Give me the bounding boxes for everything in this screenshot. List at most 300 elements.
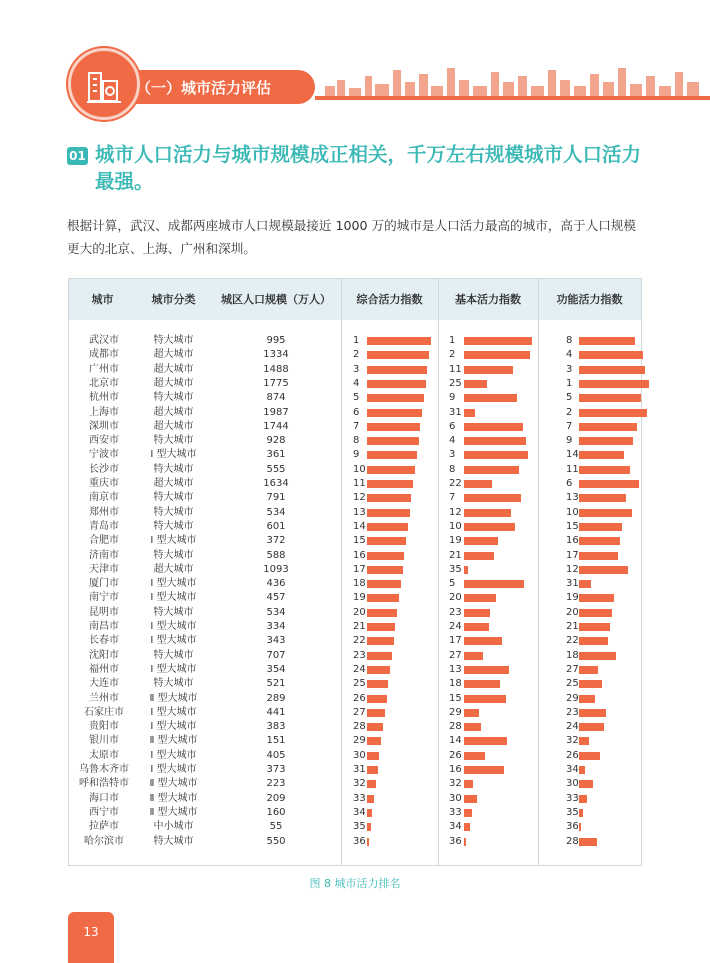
population-value: 436: [266, 578, 286, 590]
rank-bar: [579, 623, 610, 631]
rank-bar: [579, 695, 595, 703]
composite-rank: 13: [353, 506, 366, 518]
rank-bar: [579, 780, 593, 788]
rank-bar: [367, 809, 372, 817]
rank-bar: [464, 509, 511, 517]
rank-bar: [464, 466, 519, 474]
composite-rank: 18: [353, 578, 366, 590]
table-row: [69, 506, 641, 520]
city-name: 贵阳市: [89, 721, 119, 733]
city-name: 西安市: [89, 435, 119, 447]
composite-rank: 10: [353, 463, 366, 475]
rank-bar: [579, 838, 597, 846]
rank-bar: [579, 466, 630, 474]
city-class: 特大城市: [153, 649, 194, 661]
table-row: [69, 477, 641, 491]
rank-bar: [464, 494, 521, 502]
rank-bar: [464, 666, 509, 674]
population-value: 534: [266, 606, 286, 618]
city-class: Ⅰ 型大城市: [150, 764, 197, 775]
skyline-illustration: [315, 60, 710, 102]
rank-bar: [579, 737, 589, 745]
composite-rank: 4: [353, 377, 360, 389]
table-row: [69, 692, 641, 706]
rank-bar: [579, 537, 620, 545]
population-value: 55: [269, 821, 283, 833]
header-city: 城市: [91, 293, 114, 306]
function-rank: 20: [566, 606, 579, 618]
basic-rank: 20: [449, 592, 462, 604]
basic-rank: 21: [449, 549, 462, 561]
rank-bar: [367, 723, 383, 731]
table-row: [69, 620, 641, 634]
city-name: 呼和浩特市: [79, 778, 129, 790]
table-row: [69, 348, 641, 362]
city-name: 宁波市: [89, 449, 119, 461]
rank-bar: [367, 409, 422, 417]
population-value: 1093: [263, 563, 289, 575]
rank-bar: [367, 394, 424, 402]
composite-rank: 34: [353, 806, 366, 818]
composite-rank: 14: [353, 520, 366, 532]
rank-bar: [579, 566, 628, 574]
city-class: 特大城市: [153, 506, 194, 518]
rank-bar: [367, 494, 411, 502]
population-value: 995: [266, 335, 286, 346]
basic-rank: 34: [449, 821, 462, 833]
function-rank: 25: [566, 678, 579, 690]
city-name: 兰州市: [89, 692, 119, 704]
city-class: 特大城市: [153, 678, 194, 690]
city-name: 重庆市: [89, 478, 119, 489]
rank-bar: [464, 566, 468, 574]
rank-bar: [464, 580, 524, 588]
city-class: Ⅰ 型大城市: [150, 635, 197, 647]
basic-rank: 23: [449, 606, 462, 618]
rank-bar: [464, 637, 502, 645]
city-class: 特大城市: [153, 835, 194, 847]
rank-bar: [367, 609, 397, 617]
population-value: 383: [266, 721, 286, 733]
rank-bar: [367, 795, 374, 803]
city-class: 超大城市: [153, 349, 194, 361]
composite-rank: 12: [353, 492, 366, 504]
city-class: 超大城市: [153, 406, 194, 418]
population-value: 457: [266, 592, 286, 604]
figure-caption: 图 8 城市活力排名: [309, 877, 401, 890]
city-class: 特大城市: [153, 392, 194, 404]
function-rank: 28: [566, 835, 579, 847]
composite-rank: 11: [353, 478, 366, 489]
basic-rank: 32: [449, 778, 462, 790]
rank-bar: [579, 380, 649, 388]
rank-bar: [464, 480, 492, 488]
rank-bar: [464, 409, 475, 417]
city-class: 超大城市: [153, 478, 194, 489]
rank-bar: [464, 366, 513, 374]
population-value: 441: [266, 706, 286, 718]
rank-bar: [579, 523, 622, 531]
population-value: 1744: [263, 420, 289, 432]
rank-bar: [367, 423, 420, 431]
header-class: 城市分类: [151, 293, 196, 306]
population-value: 1634: [263, 478, 289, 489]
city-class: 特大城市: [153, 549, 194, 561]
basic-rank: 5: [449, 578, 456, 590]
rank-bar: [464, 623, 489, 631]
city-name: 哈尔滨市: [84, 835, 124, 847]
basic-rank: 2: [449, 349, 456, 361]
city-name: 南昌市: [89, 621, 119, 632]
table-row: [69, 820, 641, 834]
rank-bar: [579, 394, 641, 402]
basic-rank: 35: [449, 563, 462, 575]
city-name: 大连市: [89, 678, 119, 690]
city-name: 合肥市: [89, 535, 119, 547]
city-building-icon: [85, 63, 123, 105]
table-row: [69, 434, 641, 448]
section-title: （一）城市活力评估: [136, 79, 272, 97]
rank-bar: [464, 752, 485, 760]
function-rank: 23: [566, 706, 579, 718]
basic-rank: 7: [449, 492, 456, 504]
basic-rank: 8: [449, 463, 456, 475]
basic-rank: 29: [449, 706, 462, 718]
city-name: 南宁市: [89, 592, 119, 604]
city-class: 超大城市: [153, 377, 194, 389]
function-rank: 32: [566, 735, 579, 747]
rank-bar: [579, 437, 633, 445]
function-rank: 21: [566, 621, 579, 632]
table-row: [69, 663, 641, 677]
city-name: 昆明市: [89, 606, 119, 618]
composite-rank: 21: [353, 621, 366, 632]
page-number: 13: [68, 912, 114, 963]
population-value: 1334: [263, 349, 289, 361]
function-rank: 31: [566, 578, 579, 590]
composite-rank: 25: [353, 678, 366, 690]
function-rank: 12: [566, 563, 579, 575]
city-class: Ⅰ 型大城市: [150, 663, 197, 675]
basic-rank: 36: [449, 835, 462, 847]
rank-bar: [367, 637, 394, 645]
rank-bar: [579, 337, 635, 345]
city-vitality-table: [68, 278, 642, 866]
function-rank: 15: [566, 520, 579, 532]
composite-rank: 24: [353, 663, 366, 675]
city-class: Ⅰ 型大城市: [150, 721, 197, 733]
composite-rank: 8: [353, 435, 360, 447]
rank-bar: [579, 752, 600, 760]
rank-bar: [367, 623, 395, 631]
rank-bar: [367, 695, 387, 703]
function-rank: 8: [566, 335, 573, 346]
section-emblem: [68, 48, 140, 120]
city-name: 青岛市: [89, 520, 119, 532]
basic-rank: 6: [449, 420, 456, 432]
function-rank: 4: [566, 349, 573, 361]
table-row: [69, 549, 641, 563]
function-rank: 36: [566, 821, 579, 833]
city-class: 中小城市: [153, 821, 194, 833]
city-class: Ⅰ 型大城市: [150, 578, 197, 590]
table-row: [69, 806, 641, 820]
rank-bar: [464, 609, 490, 617]
population-value: 289: [266, 692, 286, 704]
basic-rank: 9: [449, 392, 456, 404]
rank-bar: [367, 337, 431, 345]
composite-rank: 30: [353, 749, 366, 761]
city-class: Ⅱ 型大城市: [149, 792, 198, 804]
function-rank: 22: [566, 635, 579, 647]
rank-bar: [367, 780, 376, 788]
table-row: [69, 334, 641, 348]
city-class: 超大城市: [153, 563, 194, 575]
header-function-index: 功能活力指数: [556, 293, 623, 306]
basic-rank: 13: [449, 663, 462, 675]
function-rank: 34: [566, 764, 579, 775]
population-value: 521: [266, 678, 286, 690]
basic-rank: 14: [449, 735, 462, 747]
city-class: Ⅰ 型大城市: [150, 535, 197, 547]
function-rank: 16: [566, 535, 579, 547]
city-name: 石家庄市: [84, 706, 124, 718]
city-name: 沈阳市: [89, 649, 119, 661]
composite-rank: 31: [353, 764, 366, 775]
rank-bar: [579, 809, 583, 817]
rank-bar: [367, 566, 403, 574]
function-rank: 5: [566, 392, 573, 404]
composite-rank: 32: [353, 778, 366, 790]
header-population: 城区人口规模（万人）: [221, 293, 331, 306]
city-class: 特大城市: [153, 492, 194, 504]
basic-rank: 25: [449, 377, 462, 389]
rank-bar: [464, 380, 487, 388]
composite-rank: 15: [353, 535, 366, 547]
function-rank: 1: [566, 377, 573, 389]
rank-bar: [464, 838, 466, 846]
composite-rank: 2: [353, 349, 360, 361]
function-rank: 13: [566, 492, 579, 504]
basic-rank: 17: [449, 635, 462, 647]
rank-bar: [579, 366, 645, 374]
rank-bar: [367, 552, 404, 560]
population-value: 151: [266, 735, 286, 747]
rank-bar: [367, 752, 379, 760]
city-name: 西宁市: [89, 806, 119, 818]
city-class: Ⅱ 型大城市: [149, 692, 198, 704]
function-rank: 17: [566, 549, 579, 561]
rank-bar: [367, 666, 390, 674]
rank-bar: [464, 523, 515, 531]
function-rank: 29: [566, 692, 579, 704]
population-value: 334: [266, 621, 286, 632]
table-row: [69, 534, 641, 548]
composite-rank: 35: [353, 821, 366, 833]
rank-bar: [367, 480, 413, 488]
population-value: 874: [266, 392, 286, 404]
composite-rank: 19: [353, 592, 366, 604]
rank-bar: [464, 594, 496, 602]
table-row: [69, 749, 641, 763]
rank-bar: [579, 680, 602, 688]
city-name: 郑州市: [89, 506, 119, 518]
basic-rank: 15: [449, 692, 462, 704]
composite-rank: 23: [353, 649, 366, 661]
rank-bar: [464, 709, 479, 717]
city-class: 特大城市: [153, 463, 194, 475]
function-rank: 26: [566, 749, 579, 761]
rank-bar: [579, 509, 632, 517]
table-row: [69, 649, 641, 663]
rank-bar: [464, 394, 517, 402]
basic-rank: 16: [449, 764, 462, 775]
city-name: 武汉市: [89, 335, 119, 346]
city-name: 福州市: [89, 663, 119, 675]
city-name: 长沙市: [89, 463, 119, 475]
basic-rank: 19: [449, 535, 462, 547]
basic-rank: 24: [449, 621, 462, 632]
rank-bar: [464, 737, 507, 745]
city-name: 厦门市: [89, 578, 119, 590]
table-header: [69, 279, 641, 320]
rank-bar: [367, 466, 415, 474]
population-value: 555: [266, 463, 286, 475]
rank-bar: [464, 451, 528, 459]
table-row: [69, 463, 641, 477]
rank-bar: [579, 652, 616, 660]
table-row: [69, 792, 641, 806]
table-row: [69, 720, 641, 734]
table-row: [69, 734, 641, 748]
table-row: [69, 677, 641, 691]
city-class: Ⅰ 型大城市: [150, 449, 197, 461]
population-value: 405: [266, 749, 286, 761]
rank-bar: [464, 423, 523, 431]
city-class: 特大城市: [153, 606, 194, 618]
rank-bar: [579, 423, 637, 431]
function-rank: 7: [566, 420, 573, 432]
function-rank: 10: [566, 506, 579, 518]
basic-rank: 18: [449, 678, 462, 690]
function-rank: 9: [566, 435, 573, 447]
population-value: 372: [266, 535, 286, 547]
rank-bar: [367, 680, 388, 688]
rank-bar: [367, 652, 392, 660]
rank-bar: [464, 809, 472, 817]
population-value: 373: [266, 764, 286, 775]
function-rank: 27: [566, 663, 579, 675]
city-name: 南京市: [89, 492, 119, 504]
header-composite-index: 综合活力指数: [356, 293, 423, 306]
table-row: [69, 634, 641, 648]
table-row: [69, 406, 641, 420]
table-row: [69, 706, 641, 720]
rank-bar: [367, 509, 410, 517]
population-value: 209: [266, 792, 286, 804]
rank-bar: [579, 666, 598, 674]
city-class: Ⅰ 型大城市: [150, 592, 197, 604]
table-row: [69, 363, 641, 377]
rank-bar: [367, 451, 417, 459]
city-name: 拉萨市: [89, 821, 119, 833]
city-name: 长春市: [89, 635, 119, 647]
rank-bar: [464, 723, 481, 731]
population-value: 534: [266, 506, 286, 518]
table-row: [69, 420, 641, 434]
rank-bar: [464, 437, 526, 445]
city-name: 乌鲁木齐市: [79, 764, 129, 775]
composite-rank: 36: [353, 835, 366, 847]
population-value: 1488: [263, 363, 289, 375]
table-row: [69, 391, 641, 405]
population-value: 160: [266, 806, 286, 818]
city-name: 广州市: [89, 363, 119, 375]
page-heading: 城市人口活力与城市规模成正相关，千万左右规模城市人口活力最强。: [95, 143, 642, 193]
rank-bar: [367, 380, 426, 388]
table-row: [69, 491, 641, 505]
table-row: [69, 563, 641, 577]
rank-bar: [579, 637, 608, 645]
city-name: 深圳市: [89, 420, 119, 432]
city-class: Ⅱ 型大城市: [149, 778, 198, 790]
composite-rank: 33: [353, 792, 366, 804]
table-row: [69, 591, 641, 605]
function-rank: 6: [566, 478, 573, 489]
table-row: [69, 606, 641, 620]
population-value: 354: [266, 663, 286, 675]
intro-paragraph: 根据计算，武汉、成都两座城市人口规模最接近 1000 万的城市是人口活力最高的城市，高于人口规模更大的北京、上海、广州和深圳。: [67, 218, 636, 256]
population-value: 1987: [263, 406, 289, 418]
table-row: [69, 835, 641, 849]
table-row: [69, 520, 641, 534]
rank-bar: [464, 795, 477, 803]
basic-rank: 3: [449, 449, 456, 461]
rank-bar: [464, 780, 473, 788]
rank-bar: [464, 652, 483, 660]
city-name: 成都市: [89, 349, 119, 361]
rank-bar: [464, 537, 498, 545]
rank-bar: [367, 766, 378, 774]
rank-bar: [579, 709, 606, 717]
rank-bar: [579, 766, 585, 774]
composite-rank: 9: [353, 449, 360, 461]
rank-bar: [579, 351, 643, 359]
rank-bar: [367, 838, 369, 846]
composite-rank: 29: [353, 735, 366, 747]
city-class: Ⅰ 型大城市: [150, 706, 197, 718]
city-name: 太原市: [89, 749, 119, 761]
population-value: 928: [266, 435, 286, 447]
composite-rank: 26: [353, 692, 366, 704]
composite-rank: 1: [353, 335, 360, 346]
rank-bar: [367, 537, 406, 545]
city-class: 超大城市: [153, 363, 194, 375]
basic-rank: 28: [449, 721, 462, 733]
composite-rank: 7: [353, 420, 360, 432]
rank-bar: [579, 609, 612, 617]
table-row: [69, 763, 641, 777]
rank-bar: [579, 409, 647, 417]
header-basic-index: 基本活力指数: [455, 293, 521, 306]
table-row: [69, 377, 641, 391]
rank-bar: [464, 351, 530, 359]
rank-bar: [579, 494, 626, 502]
basic-rank: 4: [449, 435, 456, 447]
rank-bar: [464, 680, 500, 688]
basic-rank: 22: [449, 478, 462, 489]
basic-rank: 1: [449, 335, 456, 346]
